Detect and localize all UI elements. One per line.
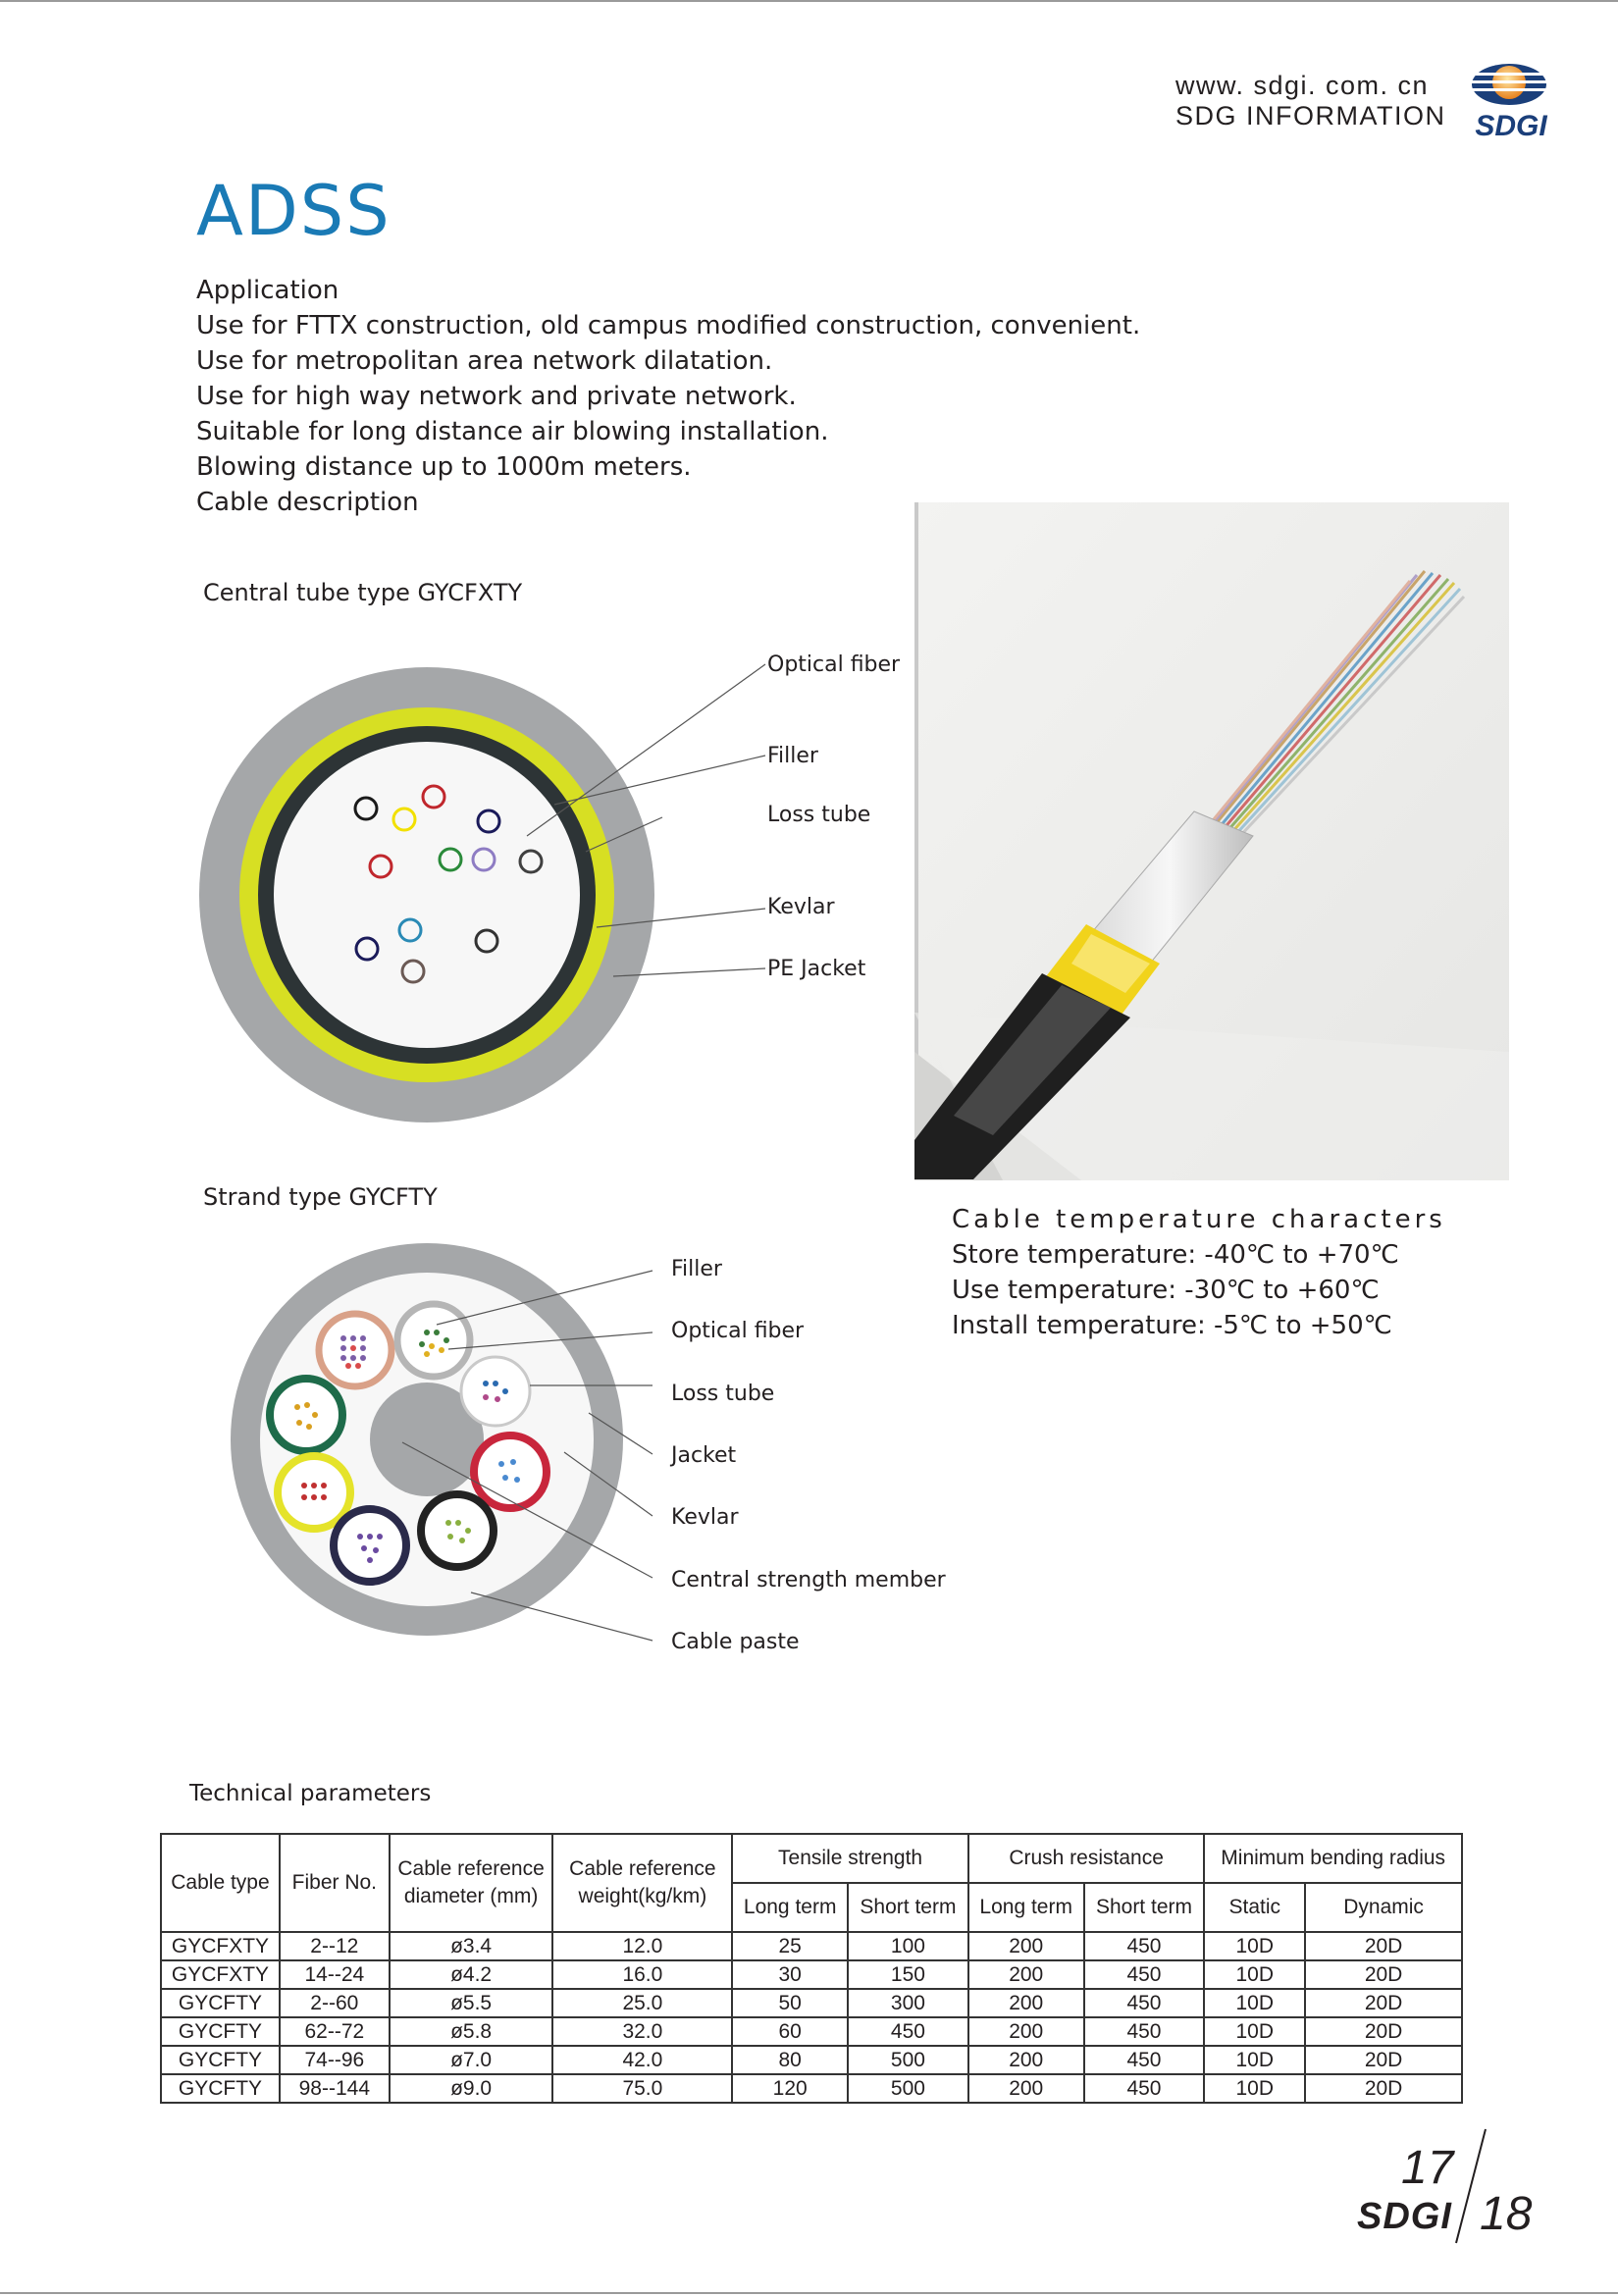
header-cable-type: Cable type (161, 1834, 280, 1932)
application-section (196, 273, 1140, 520)
table-row (161, 2074, 1462, 2103)
table-cell: 20D (1305, 1989, 1462, 2017)
table-cell: 75.0 (552, 2074, 732, 2103)
strand-label-filler: Filler (671, 1257, 722, 1281)
header-logo-text: SDGI (1475, 110, 1547, 139)
header-crush-long: Long term (968, 1883, 1084, 1932)
table-cell: GYCFXTY (161, 1960, 280, 1989)
label-pe-jacket: PE Jacket (767, 957, 866, 981)
table-cell: 74--96 (280, 2046, 390, 2074)
strand-label-jacket: Jacket (671, 1443, 737, 1468)
table-cell: ø5.5 (390, 1989, 553, 2017)
application-line: Blowing distance up to 1000m meters. (196, 452, 692, 482)
table-cell: 200 (968, 2046, 1084, 2074)
table-cell: 16.0 (552, 1960, 732, 1989)
header-tensile: Tensile strength (732, 1834, 968, 1883)
central-tube-diagram (191, 638, 957, 1168)
table-cell: 450 (1084, 1932, 1205, 1960)
table-cell: 10D (1204, 2074, 1305, 2103)
table-cell: 50 (732, 1989, 848, 2017)
header-crush: Crush resistance (968, 1834, 1205, 1883)
table-cell: 80 (732, 2046, 848, 2074)
table-cell: 10D (1204, 1932, 1305, 1960)
table-cell: ø4.2 (390, 1960, 553, 1989)
table-cell: 200 (968, 2017, 1084, 2046)
table-cell: 10D (1204, 2046, 1305, 2074)
label-kevlar: Kevlar (767, 895, 835, 919)
table-cell: 25.0 (552, 1989, 732, 2017)
table-cell: GYCFXTY (161, 1932, 280, 1960)
strand-label-kevlar: Kevlar (671, 1505, 739, 1530)
table-cell: 10D (1204, 2017, 1305, 2046)
table-row (161, 2046, 1462, 2074)
page-number-left: 17 (1401, 2142, 1454, 2194)
table-cell: 98--144 (280, 2074, 390, 2103)
page-title: ADSS (196, 171, 391, 251)
technical-table (160, 1833, 1463, 2104)
table-cell: 450 (1084, 2017, 1205, 2046)
table-cell: 60 (732, 2017, 848, 2046)
table-cell: 42.0 (552, 2046, 732, 2074)
website-url: www. sdgi. com. cn (1175, 71, 1430, 100)
table-cell: 450 (1084, 2046, 1205, 2074)
temperature-line: Store temperature: -40℃ to +70℃ (952, 1240, 1399, 1270)
table-cell: ø5.8 (390, 2017, 553, 2046)
table-cell: 450 (848, 2017, 968, 2046)
application-line: Use for FTTX construction, old campus modified construction, convenient. (196, 311, 1141, 340)
table-cell: GYCFTY (161, 1989, 280, 2017)
application-line: Use for high way network and private network. (196, 382, 797, 411)
table-cell: ø9.0 (390, 2074, 553, 2103)
header-tensile-short: Short term (848, 1883, 968, 1932)
company-name: SDG INFORMATION (1175, 101, 1446, 130)
page-number-right: 18 (1480, 2188, 1533, 2240)
strand-label-optical-fiber: Optical fiber (671, 1319, 805, 1343)
table-cell: 2--60 (280, 1989, 390, 2017)
table-cell: 30 (732, 1960, 848, 1989)
header-bending: Minimum bending radius (1204, 1834, 1462, 1883)
table-cell: GYCFTY (161, 2074, 280, 2103)
table-cell: 32.0 (552, 2017, 732, 2046)
table-cell: GYCFTY (161, 2017, 280, 2046)
table-cell: 450 (1084, 2074, 1205, 2103)
table-row (161, 1960, 1462, 1989)
header-crush-short: Short term (1084, 1883, 1205, 1932)
header-static: Static (1204, 1883, 1305, 1932)
table-row (161, 2017, 1462, 2046)
cable-photo (914, 502, 1509, 1180)
sdgi-logo (1468, 59, 1554, 139)
application-line: Use for metropolitan area network dilatation. (196, 346, 773, 376)
footer-logo: SDGI (1357, 2196, 1452, 2237)
table-cell: GYCFTY (161, 2046, 280, 2074)
table-cell: 20D (1305, 1960, 1462, 1989)
table-cell: 500 (848, 2074, 968, 2103)
table-cell: 12.0 (552, 1932, 732, 1960)
table-cell: 200 (968, 2074, 1084, 2103)
header-dynamic: Dynamic (1305, 1883, 1462, 1932)
header-text (1175, 71, 1446, 131)
table-cell: 14--24 (280, 1960, 390, 1989)
table-cell: 200 (968, 1932, 1084, 1960)
table-cell: 450 (1084, 1960, 1205, 1989)
header-diameter: Cable reference diameter (mm) (390, 1834, 553, 1932)
table-cell: 20D (1305, 2046, 1462, 2074)
application-heading: Application (196, 276, 339, 305)
table-cell: 62--72 (280, 2017, 390, 2046)
strand-label-central-strength-member: Central strength member (671, 1568, 946, 1592)
temperature-heading: Cable temperature characters (952, 1205, 1446, 1234)
central-tube-subtitle: Central tube type GYCFXTY (203, 579, 523, 606)
table-cell: 2--12 (280, 1932, 390, 1960)
strand-label-cable-paste: Cable paste (671, 1630, 800, 1654)
table-cell: 500 (848, 2046, 968, 2074)
table-row (161, 1989, 1462, 2017)
temperature-section (952, 1202, 1446, 1343)
strand-diagram (191, 1236, 957, 1658)
temperature-line: Install temperature: -5℃ to +50℃ (952, 1311, 1392, 1340)
table-cell: 300 (848, 1989, 968, 2017)
table-cell: 150 (848, 1960, 968, 1989)
table-cell: ø3.4 (390, 1932, 553, 1960)
header-fiber-no: Fiber No. (280, 1834, 390, 1932)
strand-label-loss-tube: Loss tube (671, 1382, 775, 1406)
table-cell: ø7.0 (390, 2046, 553, 2074)
header-tensile-long: Long term (732, 1883, 848, 1932)
application-line: Suitable for long distance air blowing installation. (196, 417, 829, 446)
table-cell: 20D (1305, 1932, 1462, 1960)
table-cell: 100 (848, 1932, 968, 1960)
table-cell: 10D (1204, 1960, 1305, 1989)
top-rule (0, 0, 1618, 2)
table-cell: 200 (968, 1960, 1084, 1989)
technical-heading: Technical parameters (189, 1781, 432, 1806)
table-row (161, 1932, 1462, 1960)
label-loss-tube: Loss tube (767, 803, 871, 827)
table-cell: 120 (732, 2074, 848, 2103)
label-filler: Filler (767, 744, 818, 768)
table-cell: 10D (1204, 1989, 1305, 2017)
bottom-rule (0, 2292, 1618, 2294)
header-weight: Cable reference weight(kg/km) (552, 1834, 732, 1932)
table-cell: 25 (732, 1932, 848, 1960)
strand-subtitle: Strand type GYCFTY (203, 1183, 438, 1211)
application-line: Cable description (196, 488, 419, 517)
table-cell: 450 (1084, 1989, 1205, 2017)
table-cell: 20D (1305, 2074, 1462, 2103)
table-cell: 200 (968, 1989, 1084, 2017)
temperature-line: Use temperature: -30℃ to +60℃ (952, 1276, 1380, 1305)
table-cell: 20D (1305, 2017, 1462, 2046)
label-optical-fiber: Optical fiber (767, 652, 901, 677)
